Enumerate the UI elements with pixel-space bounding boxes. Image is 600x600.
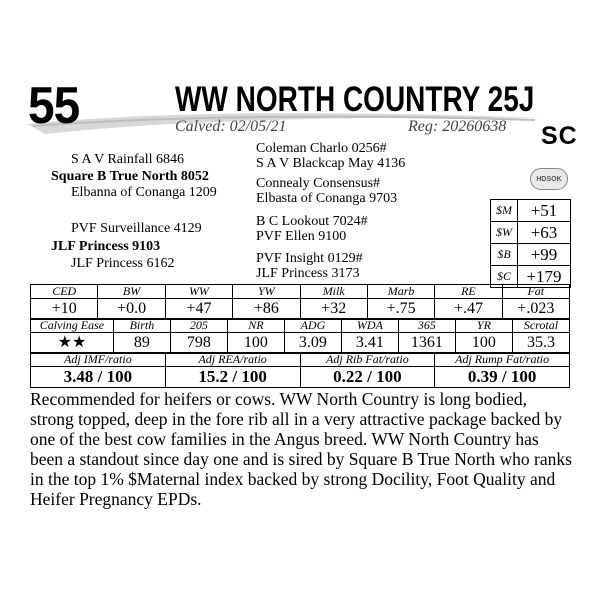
- performance-value: 3.41: [341, 333, 398, 354]
- pedigree-right-item: B C Lookout 7024#: [256, 214, 368, 229]
- epd-label: WW: [165, 285, 232, 299]
- pedigree-sire-dam: Elbanna of Conanga 1209: [71, 185, 217, 200]
- dollar-index-value: +51: [530, 200, 558, 220]
- animal-name: WW NORTH COUNTRY 25J: [175, 80, 535, 119]
- carcass-label: Adj Rib Fat/ratio: [300, 353, 435, 367]
- performance-label: 365: [398, 319, 455, 333]
- dollar-index-row: [491, 200, 570, 222]
- carcass-table: [30, 352, 570, 388]
- dollar-index-value: +179: [526, 266, 562, 286]
- performance-label: ADG: [284, 319, 341, 333]
- epd-value: +.023: [502, 299, 569, 320]
- performance-label-row: [31, 319, 570, 333]
- calving-ease-stars: ★★: [31, 333, 114, 354]
- pedigree-sire: Square B True North 8052: [51, 169, 209, 184]
- epd-value: +.75: [367, 299, 434, 320]
- performance-value: 89: [113, 333, 170, 354]
- pedigree-right-item: Coleman Charlo 0256#: [256, 141, 387, 156]
- epd-value: +47: [165, 299, 232, 320]
- dollar-index-row: [491, 222, 570, 244]
- lot-number: 55: [28, 77, 80, 135]
- epd-value: +86: [233, 299, 300, 320]
- epd-value: +.47: [435, 299, 502, 320]
- epd-value-row: [31, 299, 570, 320]
- epd-label: YW: [233, 285, 300, 299]
- carcass-label: Adj Rump Fat/ratio: [435, 353, 570, 367]
- dollar-index-label: $B: [491, 244, 518, 265]
- performance-value: 35.3: [512, 333, 569, 354]
- registration-number: Reg: 20260638: [408, 118, 507, 135]
- carcass-value: 0.39 / 100: [435, 367, 570, 388]
- performance-label: YR: [455, 319, 512, 333]
- dollar-index-label: $W: [491, 222, 518, 243]
- carcass-value: 15.2 / 100: [165, 367, 300, 388]
- pedigree-right-item: JLF Princess 3173: [256, 266, 360, 281]
- performance-value: 3.09: [284, 333, 341, 354]
- dollar-index-label: $M: [491, 200, 518, 221]
- calved-date: Calved: 02/05/21: [175, 118, 287, 135]
- epd-label: CED: [31, 285, 98, 299]
- pedigree-sire-sire: S A V Rainfall 6846: [71, 152, 185, 167]
- dollar-index-row: [491, 244, 570, 266]
- epd-label: Fat: [502, 285, 569, 299]
- performance-label: Calving Ease: [31, 319, 114, 333]
- performance-value: 1361: [398, 333, 455, 354]
- performance-table: [30, 318, 570, 354]
- performance-value-row: [31, 333, 570, 354]
- carcass-value: 0.22 / 100: [300, 367, 435, 388]
- pedigree-right-item: PVF Insight 0129#: [256, 251, 363, 266]
- performance-value: 798: [170, 333, 227, 354]
- carcass-label: Adj REA/ratio: [165, 353, 300, 367]
- carcass-label: Adj IMF/ratio: [31, 353, 166, 367]
- pedigree-dam-dam: JLF Princess 6162: [71, 256, 175, 271]
- pedigree-right-item: Connealy Consensus#: [256, 176, 381, 191]
- dollar-index-label: $C: [491, 266, 518, 287]
- epd-label-row: [31, 285, 570, 299]
- pedigree-right-item: Elbasta of Conanga 9703: [256, 191, 398, 206]
- carcass-label-row: [31, 353, 570, 367]
- epd-table: [30, 284, 570, 320]
- pedigree-dam: JLF Princess 9103: [51, 239, 161, 254]
- pedigree-dam-sire: PVF Surveillance 4129: [71, 221, 202, 236]
- carcass-value-row: [31, 367, 570, 388]
- performance-label: Birth: [113, 319, 170, 333]
- performance-value: 100: [227, 333, 284, 354]
- pedigree-right-item: PVF Ellen 9100: [256, 229, 347, 244]
- performance-label: NR: [227, 319, 284, 333]
- pedigree-right-item: S A V Blackcap May 4136: [256, 156, 406, 171]
- epd-value: +0.0: [98, 299, 165, 320]
- performance-label: Scrotal: [512, 319, 569, 333]
- dollar-index-value: +63: [530, 222, 558, 242]
- performance-value: 100: [455, 333, 512, 354]
- performance-label: 205: [170, 319, 227, 333]
- dollar-index-value: +99: [530, 244, 558, 264]
- epd-value: +10: [31, 299, 98, 320]
- epd-label: Milk: [300, 285, 367, 299]
- epd-label: Marb: [367, 285, 434, 299]
- performance-label: WDA: [341, 319, 398, 333]
- lot-description: Recommended for heifers or cows. WW North Country is long bodied, strong topped, deep in the fore rib all in a very attractive package backed by one of the best cow families in the Angus breed. WW North Country has been a standout since day one and is sired by Square B True North who ranks in the top 1% $Maternal index backed by strong Docility, Foot Quality and Heifer Pregnancy EPDs.: [30, 389, 572, 509]
- dollar-index-box: [490, 199, 571, 288]
- hdsok-badge: HDSOK: [530, 168, 568, 190]
- carcass-value: 3.48 / 100: [31, 367, 166, 388]
- epd-value: +32: [300, 299, 367, 320]
- epd-label: BW: [98, 285, 165, 299]
- status-code: SC: [541, 122, 578, 150]
- epd-label: RE: [435, 285, 502, 299]
